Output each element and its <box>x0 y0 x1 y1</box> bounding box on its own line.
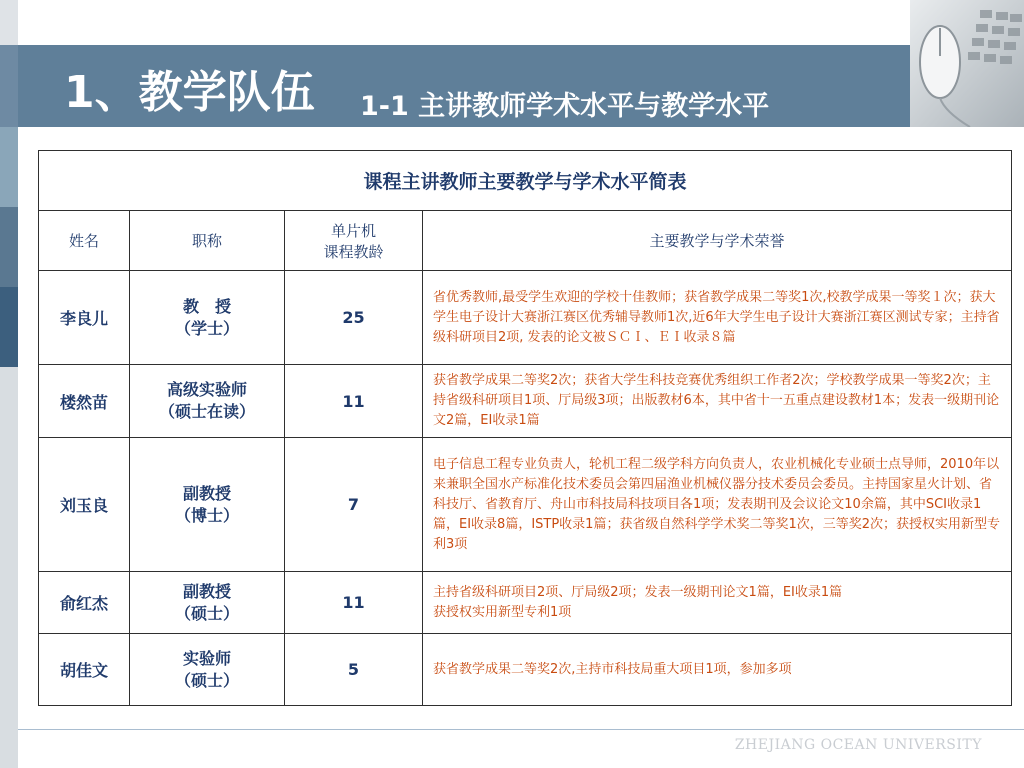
teacher-honors <box>423 572 1012 634</box>
header-years <box>285 211 423 271</box>
teacher-honors-line1: 主持省级科研项目2项、厅局级2项；发表一级期刊论文1篇，EI收录1篇 <box>433 584 843 600</box>
teacher-title-line1: 副教授 <box>182 581 231 601</box>
page-subtitle: 1-1 主讲教师学术水平与教学水平 <box>360 91 770 122</box>
header-honors: 主要教学与学术荣誉 <box>423 211 1012 271</box>
left-stripe-1 <box>0 0 18 45</box>
table-header-row <box>39 211 1012 271</box>
table-row <box>39 271 1012 365</box>
teacher-title-line1: 副教授 <box>182 483 231 503</box>
teacher-honors: 获省教学成果二等奖2次,主持市科技局重大项目1项，参加多项 <box>423 634 1012 706</box>
teacher-title <box>130 365 285 438</box>
teacher-name: 李良儿 <box>39 271 130 365</box>
table-row <box>39 572 1012 634</box>
teacher-name: 胡佳文 <box>39 634 130 706</box>
teacher-table <box>38 150 1012 706</box>
teaching-years: 25 <box>285 271 423 365</box>
teacher-honors: 获省教学成果二等奖2次；获省大学生科技竞赛优秀组织工作者2次；学校教学成果一等奖2次；主持省级科研项目1项、厅局级3项；出版教材6本，其中省十一五重点建设教材1本；发表一级期刊论文2篇，EI收录1篇 <box>423 365 1012 438</box>
teacher-honors: 电子信息工程专业负责人，轮机工程二级学科方向负责人，农业机械化专业硕士点导师，2010年以来兼职全国水产标准化技术委员会第四届渔业机械仪器分技术委员会委员。主持国家星火计划、省科技厅、省教育厅、舟山市科技局科技项目各1项；发表期刊及会议论文10余篇，其中SCI收录1篇，EI收录8篇，ISTP收录1篇；获省级自然科学学术奖二等奖1次，三等奖2次；获授权实用新型专利3项 <box>423 438 1012 572</box>
table-row <box>39 634 1012 706</box>
teacher-title-line2: （博士） <box>174 505 239 525</box>
left-stripe-6 <box>0 367 18 768</box>
teaching-years: 5 <box>285 634 423 706</box>
teacher-title-line2: （硕士） <box>174 603 239 623</box>
teacher-honors: 省优秀教师,最受学生欢迎的学校十佳教师；获省教学成果二等奖1次,校教学成果一等奖１次；获大学生电子设计大赛浙江赛区优秀辅导教师1次,近6年大学生电子设计大赛浙江赛区测试专家；主持省级科研项目2项, 发表的论文被ＳＣＩ、ＥＩ收录８篇 <box>423 271 1012 365</box>
left-stripe-5 <box>0 287 18 367</box>
teacher-title <box>130 572 285 634</box>
teacher-title-line1: 实验师 <box>182 648 231 668</box>
page-title: 1、教学队伍 <box>64 67 315 118</box>
teacher-name: 刘玉良 <box>39 438 130 572</box>
teaching-years: 11 <box>285 365 423 438</box>
teacher-name: 俞红杰 <box>39 572 130 634</box>
teacher-title-line2: （硕士） <box>174 670 239 690</box>
table-row <box>39 365 1012 438</box>
footer-divider <box>18 729 1024 730</box>
table-caption: 课程主讲教师主要教学与学术水平简表 <box>39 151 1012 211</box>
teacher-title-line1: 教 授 <box>182 296 231 316</box>
teacher-name: 楼然苗 <box>39 365 130 438</box>
footer-university-name: ZHEJIANG OCEAN UNIVERSITY <box>734 737 982 753</box>
teaching-years: 7 <box>285 438 423 572</box>
mouse-keyboard-photo-icon <box>910 0 1024 127</box>
teacher-title-line2: （硕士在读） <box>158 402 255 421</box>
teacher-title-line2: （学士） <box>174 318 239 338</box>
header-name: 姓名 <box>39 211 130 271</box>
teaching-years: 11 <box>285 572 423 634</box>
left-stripe-4 <box>0 207 18 287</box>
left-stripe-2 <box>0 45 18 127</box>
teacher-title <box>130 634 285 706</box>
left-stripe-3 <box>0 127 18 207</box>
header-title: 职称 <box>130 211 285 271</box>
teacher-honors-line2: 获授权实用新型专利1项 <box>433 604 572 620</box>
teacher-title <box>130 271 285 365</box>
teacher-title-line1: 高级实验师 <box>166 380 247 399</box>
table-row <box>39 438 1012 572</box>
header-years-line1: 单片机 <box>330 221 376 240</box>
header-years-line2: 课程教龄 <box>323 242 384 261</box>
teacher-title <box>130 438 285 572</box>
